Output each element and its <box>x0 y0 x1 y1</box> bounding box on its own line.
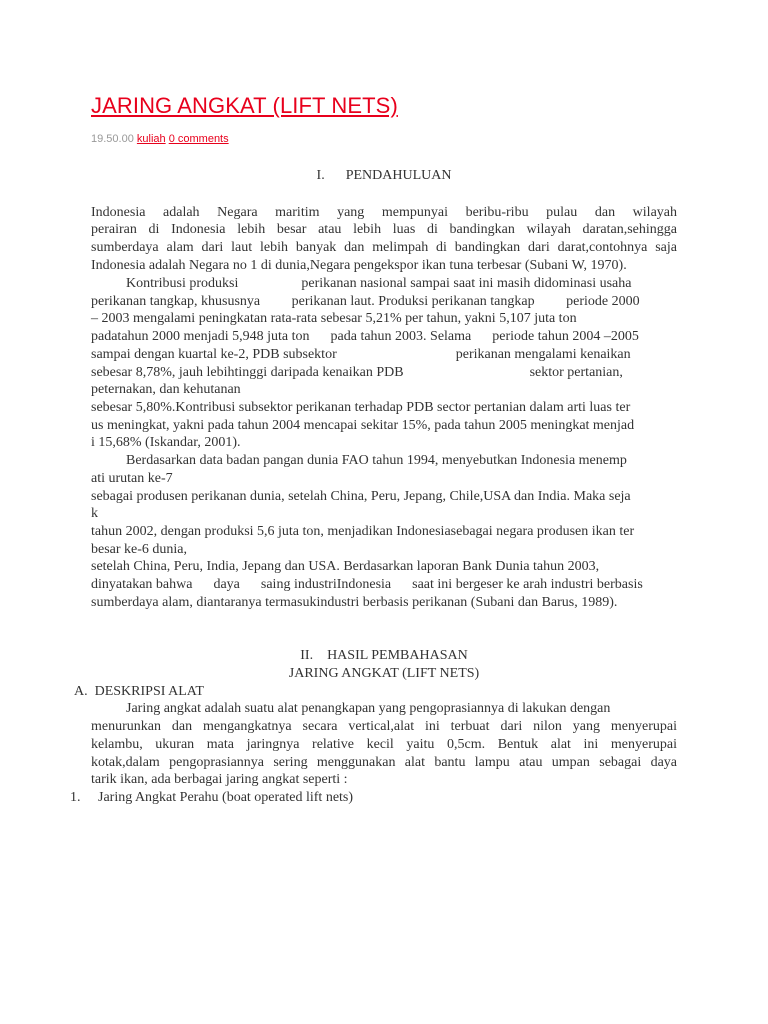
paragraph-line: sumberdaya alam dari laut lebih banyak dan melimpah di bandingkan dari darat,contohnya saja <box>91 240 677 255</box>
paragraph-line: sebesar 8,78%, jauh lebihtinggi daripada kenaikan PDB sektor pertanian, <box>91 365 623 380</box>
paragraph-line: perikanan tangkap, khususnya perikanan laut. Produksi perikanan tangkap periode 2000 <box>91 294 640 309</box>
paragraph-line: tarik ikan, ada berbagai jaring angkat seperti : <box>91 772 348 787</box>
section-subheading: JARING ANGKAT (LIFT NETS) <box>288 666 480 681</box>
paragraph-line: i 15,68% (Iskandar, 2001). <box>91 435 241 450</box>
post-title[interactable]: JARING ANGKAT (LIFT NETS) <box>91 93 398 118</box>
paragraph-line: Jaring angkat adalah suatu alat penangkapan yang pengoprasiannya di lakukan dengan <box>91 701 611 716</box>
paragraph-line: peternakan, dan kehutanan <box>91 382 241 397</box>
post-meta <box>91 133 229 145</box>
paragraph-line: perairan di Indonesia lebih besar atau lebih luas di bandingkan wilayah daratan,sehingga <box>91 222 677 237</box>
paragraph-line: Kontribusi produksi perikanan nasional sampai saat ini masih didominasi usaha <box>91 276 632 291</box>
paragraph-line: us meningkat, yakni pada tahun 2004 mencapai sekitar 15%, pada tahun 2005 meningkat menjad <box>91 418 635 433</box>
paragraph-line: menurunkan dan mengangkatnya secara vertical,alat ini terbuat dari nilon yang menyerupai <box>91 719 677 734</box>
comments-link[interactable]: 0 comments <box>168 133 229 145</box>
paragraph-line: Berdasarkan data badan pangan dunia FAO tahun 1994, menyebutkan Indonesia menemp <box>91 453 627 468</box>
paragraph-line: kelambu, ukuran mata jaringnya relative kecil yaitu 0,5cm. Bentuk alat ini menyerupai <box>91 737 677 752</box>
subsection-heading: A. DESKRIPSI ALAT <box>74 684 204 699</box>
paragraph-line: setelah China, Peru, India, Jepang dan USA. Berdasarkan laporan Bank Dunia tahun 2003, <box>91 559 600 574</box>
paragraph-line: Indonesia adalah Negara no 1 di dunia,Negara pengekspor ikan tuna terbesar (Subani W, 1970). <box>91 258 627 273</box>
label-link[interactable]: kuliah <box>136 133 166 145</box>
paragraph-line: padatahun 2000 menjadi 5,948 juta ton pada tahun 2003. Selama periode tahun 2004 –2005 <box>91 329 639 344</box>
paragraph-line: ati urutan ke-7 <box>91 471 173 486</box>
paragraph-line: – 2003 mengalami peningkatan rata-rata sebesar 5,21% per tahun, yakni 5,107 juta ton <box>91 311 577 326</box>
paragraph-line: dinyatakan bahwa daya saing industriIndonesia saat ini bergeser ke arah industri berbasis <box>91 577 643 592</box>
paragraph-line: tahun 2002, dengan produksi 5,6 juta ton, menjadikan Indonesiasebagai negara produsen ikan ter <box>91 524 635 539</box>
paragraph-line: sebesar 5,80%.Kontribusi subsektor perikanan terhadap PDB sector pertanian dalam arti luas ter <box>91 400 631 415</box>
paragraph-line: kotak,dalam pengoprasiannya sering menggunakan alat bantu lampu atau umpan sebagai daya <box>91 755 677 770</box>
paragraph-line: sumberdaya alam, diantaranya termasukindustri berbasis perikanan (Subani dan Barus, 1989). <box>91 595 618 610</box>
paragraph-line: sebagai produsen perikanan dunia, setelah China, Peru, Jepang, Chile,USA dan India. Maka seja <box>91 489 631 504</box>
list-item: 1. Jaring Angkat Perahu (boat operated lift nets) <box>70 790 354 805</box>
section-heading: II. HASIL PEMBAHASAN <box>300 648 468 663</box>
section-heading: I. PENDAHULUAN <box>316 168 452 183</box>
paragraph-line: sampai dengan kuartal ke-2, PDB subsektor perikanan mengalami kenaikan <box>91 347 631 362</box>
paragraph-line: besar ke-6 dunia, <box>91 542 188 557</box>
post-time: 19.50.00 <box>91 133 134 145</box>
paragraph-line: Indonesia adalah Negara maritim yang mempunyai beribu-ribu pulau dan wilayah <box>91 205 677 220</box>
paragraph-line: k <box>91 506 98 521</box>
